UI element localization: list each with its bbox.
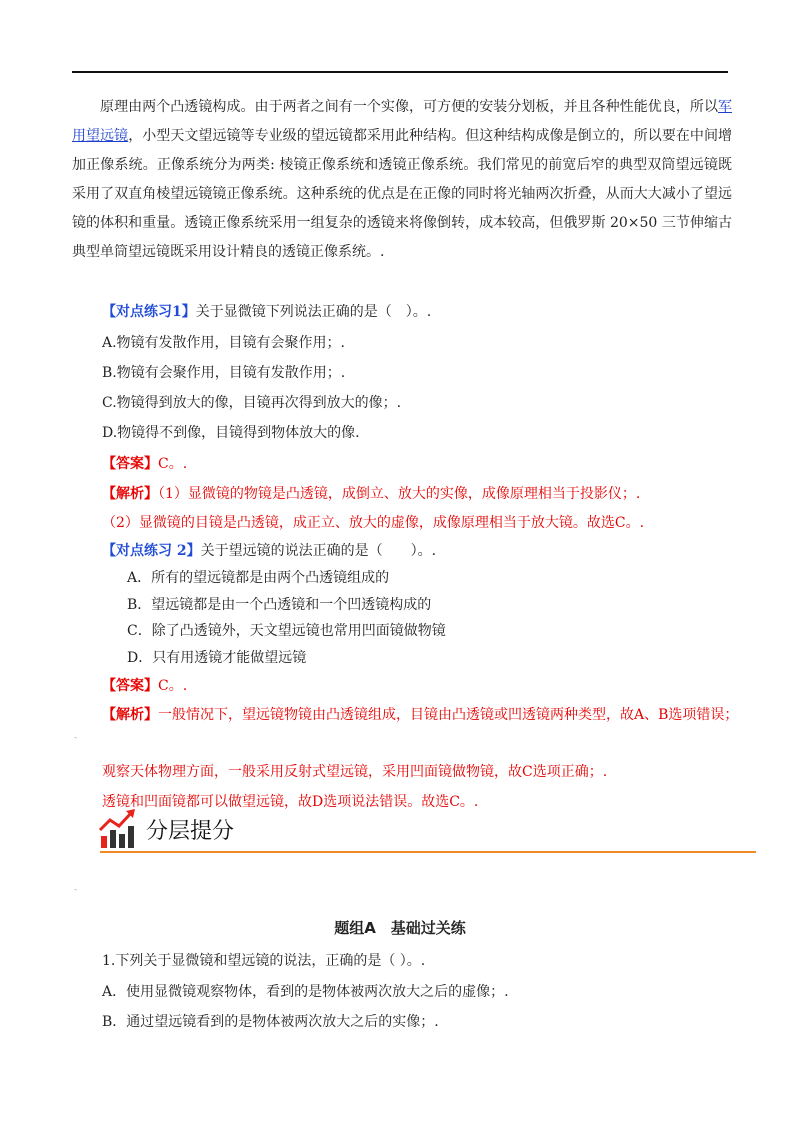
- exercise2-answer-text: C。.: [158, 678, 188, 694]
- header-rule: [72, 71, 728, 73]
- intro-text-part1: 原理由两个凸透镜构成。由于两者之间有一个实像，可方便的安装分划板，并且各种性能优良，所以: [100, 99, 718, 115]
- exercise1-analysis-tag: 【解析】: [102, 486, 158, 502]
- section-title: 题组A 基础过关练: [334, 919, 466, 937]
- exercise2-option-d: D．只有用透镜才能做望远镜: [127, 650, 307, 666]
- exercise1-answer: [102, 453, 187, 473]
- exercise2-answer: [102, 675, 187, 695]
- exercise1-analysis-2: （2）显微镜的目镜是凸透镜，成正立、放大的虚像，成像原理相当于放大镜。故选C。.: [102, 515, 645, 531]
- intro-text-part2: ，小型天文望远镜等专业级的望远镜都采用此种结构。但这种结构成像是倒立的，所以要在中间增加正像系统。正像系统分为两类: 棱镜正像系统和透镜正像系统。我们常见的前宽后窄的典型双筒望远镜既采用了双直角棱望远镜镜正像系统。这种系统的优点是在正像的同时将光轴两次折叠，从而大大减小了望远镜的体积和重量。透镜正像系统采用一组复杂的透镜来将像倒转，成本较高，但俄罗斯 20×50 三节伸缩古典型单筒望远镜既采用设计精良的透镜正像系统。.: [72, 128, 733, 260]
- exercise2-answer-tag: 【答案】: [102, 678, 158, 694]
- paragraph-mark: ˎ: [74, 728, 78, 739]
- question-1: 1.下列关于显微镜和望远镜的说法，正确的是（ ）。.: [102, 953, 426, 969]
- exercise1-analysis-1-text: （1）显微镜的物镜是凸透镜，成倒立、放大的实像，成像原理相当于投影仪；.: [158, 486, 641, 502]
- exercise2-option-c: C．除了凸透镜外，天文望远镜也常用凹面镜做物镜: [127, 623, 446, 639]
- exercise1-option-c: C.物镜得到放大的像，目镜再次得到放大的像；.: [102, 395, 402, 411]
- exercise2-question-text: 关于望远镜的说法正确的是（ ）。.: [200, 543, 437, 559]
- chart-trend-icon: [98, 808, 138, 850]
- question-1-option-b: B．通过望远镜看到的是物体被两次放大之后的实像；.: [102, 1014, 439, 1030]
- exercise2-question: [102, 540, 436, 560]
- banner-rule: [100, 851, 756, 853]
- exercise2-tag: 【对点练习 2】: [102, 543, 201, 559]
- exercise2-option-a: A．所有的望远镜都是由两个凸透镜组成的: [127, 570, 390, 586]
- exercise1-question-text: 关于显微镜下列说法正确的是（ ）。.: [195, 304, 432, 320]
- exercise2-option-b: B．望远镜都是由一个凸透镜和一个凹透镜构成的: [127, 597, 432, 613]
- exercise1-analysis-1: [102, 483, 640, 503]
- paragraph-mark-2: ˎ: [74, 880, 78, 891]
- exercise1-option-a: A.物镜有发散作用，目镜有会聚作用；.: [102, 335, 346, 351]
- exercise1-tag: 【对点练习1】: [102, 304, 196, 320]
- intro-paragraph: [72, 93, 732, 267]
- exercise2-analysis-1-text: 一般情况下，望远镜物镜由凸透镜组成，目镜由凸透镜或凹透镜两种类型，故A、B选项错误；: [158, 707, 739, 723]
- question-1-option-a: A．使用显微镜观察物体，看到的是物体被两次放大之后的虚像；.: [102, 984, 509, 1000]
- exercise1-question: [102, 301, 431, 321]
- exercise1-answer-text: C。.: [158, 456, 188, 472]
- exercise2-analysis-1: [102, 704, 738, 724]
- exercise2-analysis-tag: 【解析】: [102, 707, 158, 723]
- banner-title: 分层提分: [146, 819, 235, 844]
- exercise1-option-b: B.物镜有会聚作用，目镜有发散作用；.: [102, 365, 346, 381]
- military-telescope-link[interactable]: 军用望远镜: [72, 99, 732, 144]
- exercise1-option-d: D.物镜得不到像，目镜得到物体放大的像.: [102, 425, 360, 441]
- exercise1-answer-tag: 【答案】: [102, 456, 158, 472]
- exercise2-analysis-2: 观察天体物理方面，一般采用反射式望远镜，采用凹面镜做物镜，故C选项正确；.: [102, 764, 608, 780]
- exercise2-analysis-3: 透镜和凹面镜都可以做望远镜，故D选项说法错误。故选C。.: [102, 794, 479, 810]
